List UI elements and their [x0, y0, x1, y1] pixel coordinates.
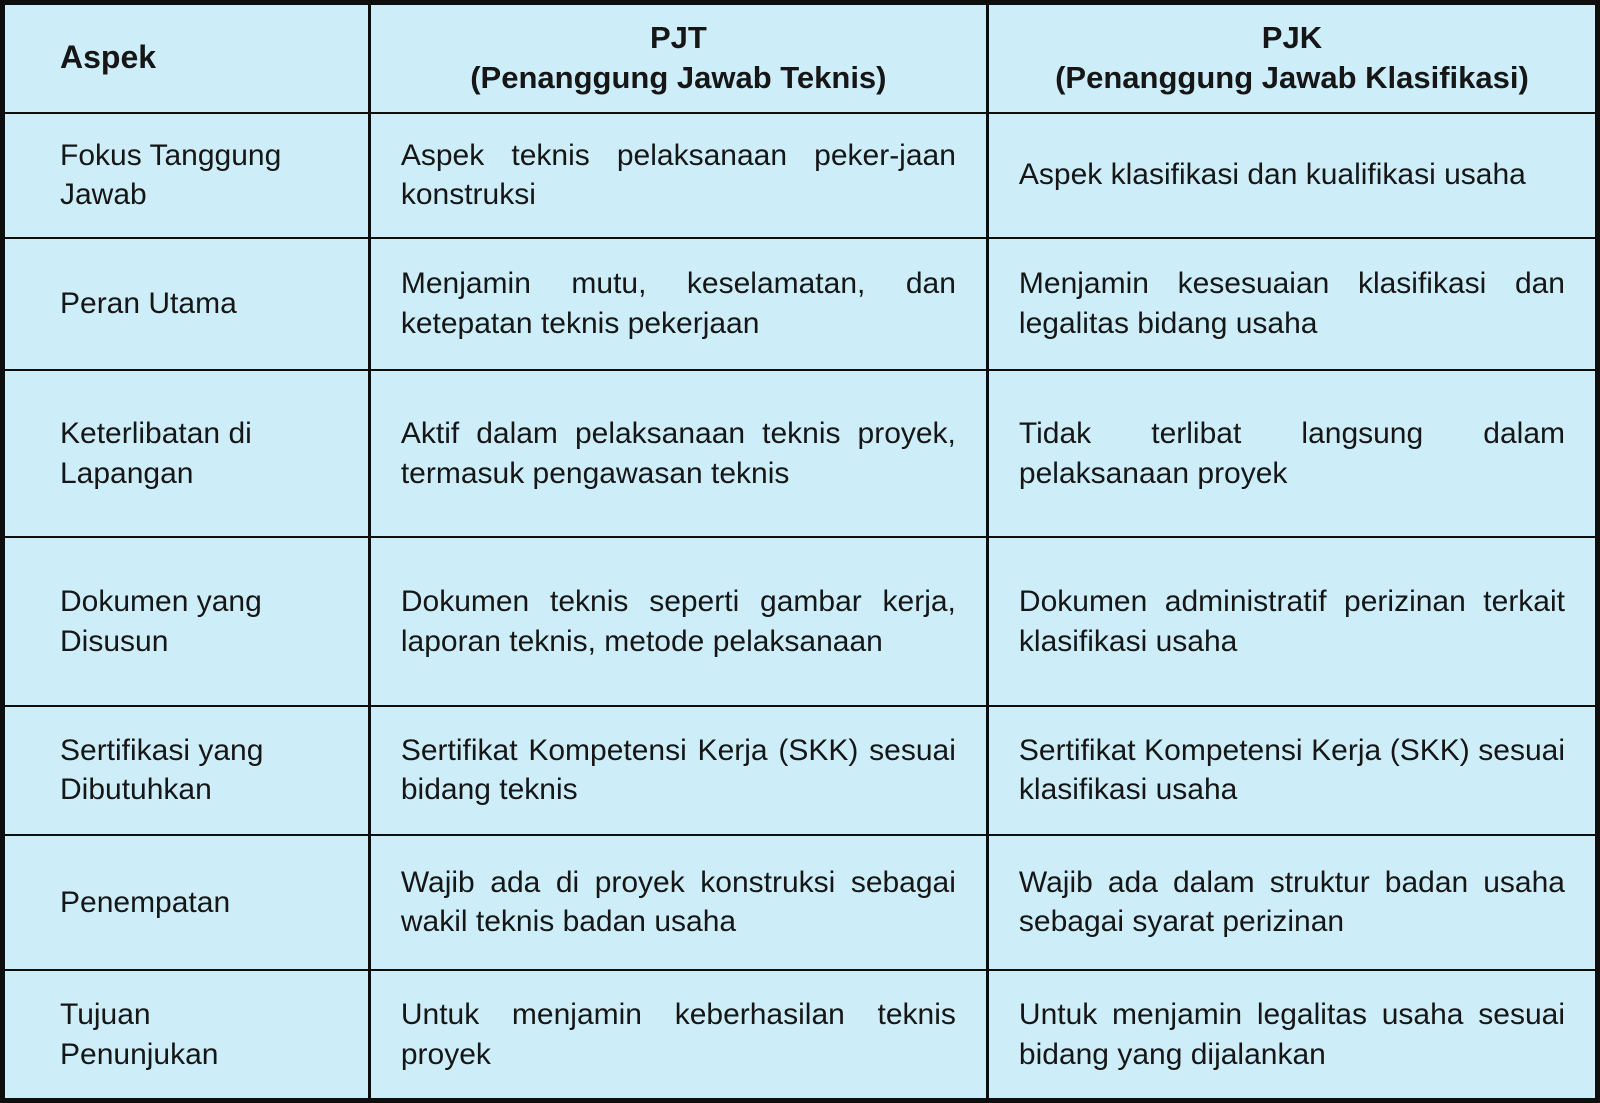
pjk-cell: Dokumen administratif perizinan terkait klasifikasi usaha — [987, 537, 1597, 707]
header-pjt-full: (Penanggung Jawab Teknis) — [470, 60, 887, 96]
pjt-cell: Dokumen teknis seperti gambar kerja, laporan teknis, metode pelaksanaan — [369, 537, 987, 707]
aspect-cell: Peran Utama — [3, 238, 370, 370]
aspect-cell: Fokus Tanggung Jawab — [3, 113, 370, 238]
header-pjk — [987, 3, 1597, 113]
pjt-cell: Aspek teknis pelaksanaan peker-jaan konstruksi — [369, 113, 987, 238]
pjk-cell: Wajib ada dalam struktur badan usaha sebagai syarat perizinan — [987, 835, 1597, 970]
pjt-cell: Menjamin mutu, keselamatan, dan ketepatan teknis pekerjaan — [369, 238, 987, 370]
pjk-cell: Tidak terlibat langsung dalam pelaksanaan proyek — [987, 370, 1597, 537]
pjt-cell: Wajib ada di proyek konstruksi sebagai wakil teknis badan usaha — [369, 835, 987, 970]
header-pjt-abbr: PJT — [649, 19, 707, 55]
pjt-cell: Aktif dalam pelaksanaan teknis proyek, termasuk pengawasan teknis — [369, 370, 987, 537]
table-row-peran-utama — [3, 238, 1598, 370]
header-aspek — [3, 3, 370, 113]
aspect-cell: Keterlibatan di Lapangan — [3, 370, 370, 537]
pjk-cell: Menjamin kesesuaian klasifikasi dan legalitas bidang usaha — [987, 238, 1597, 370]
header-pjk-abbr: PJK — [1261, 19, 1323, 55]
pjk-cell: Untuk menjamin legalitas usaha sesuai bidang yang dijalankan — [987, 970, 1597, 1100]
pjt-cell: Sertifikat Kompetensi Kerja (SKK) sesuai bidang teknis — [369, 706, 987, 834]
header-pjt — [369, 3, 987, 113]
aspect-cell: Penempatan — [3, 835, 370, 970]
aspect-cell: Dokumen yang Disusun — [3, 537, 370, 707]
aspect-cell: Tujuan Penunjukan — [3, 970, 370, 1100]
header-row — [3, 3, 1598, 113]
pjk-cell: Sertifikat Kompetensi Kerja (SKK) sesuai klasifikasi usaha — [987, 706, 1597, 834]
table-row-penempatan — [3, 835, 1598, 970]
table-row-sertifikasi-yang-dibutuhkan — [3, 706, 1598, 834]
table-row-fokus-tanggung-jawab — [3, 113, 1598, 238]
table-row-keterlibatan-di-lapangan — [3, 370, 1598, 537]
table-row-tujuan-penunjukan — [3, 970, 1598, 1100]
header-aspek-label: Aspek — [60, 39, 157, 76]
pjt-cell: Untuk menjamin keberhasilan teknis proyek — [369, 970, 987, 1100]
table-row-dokumen-yang-disusun — [3, 537, 1598, 707]
header-pjk-full: (Penanggung Jawab Klasifikasi) — [1055, 60, 1529, 96]
pjk-cell: Aspek klasifikasi dan kualifikasi usaha — [987, 113, 1597, 238]
aspect-cell: Sertifikasi yang Dibutuhkan — [3, 706, 370, 834]
